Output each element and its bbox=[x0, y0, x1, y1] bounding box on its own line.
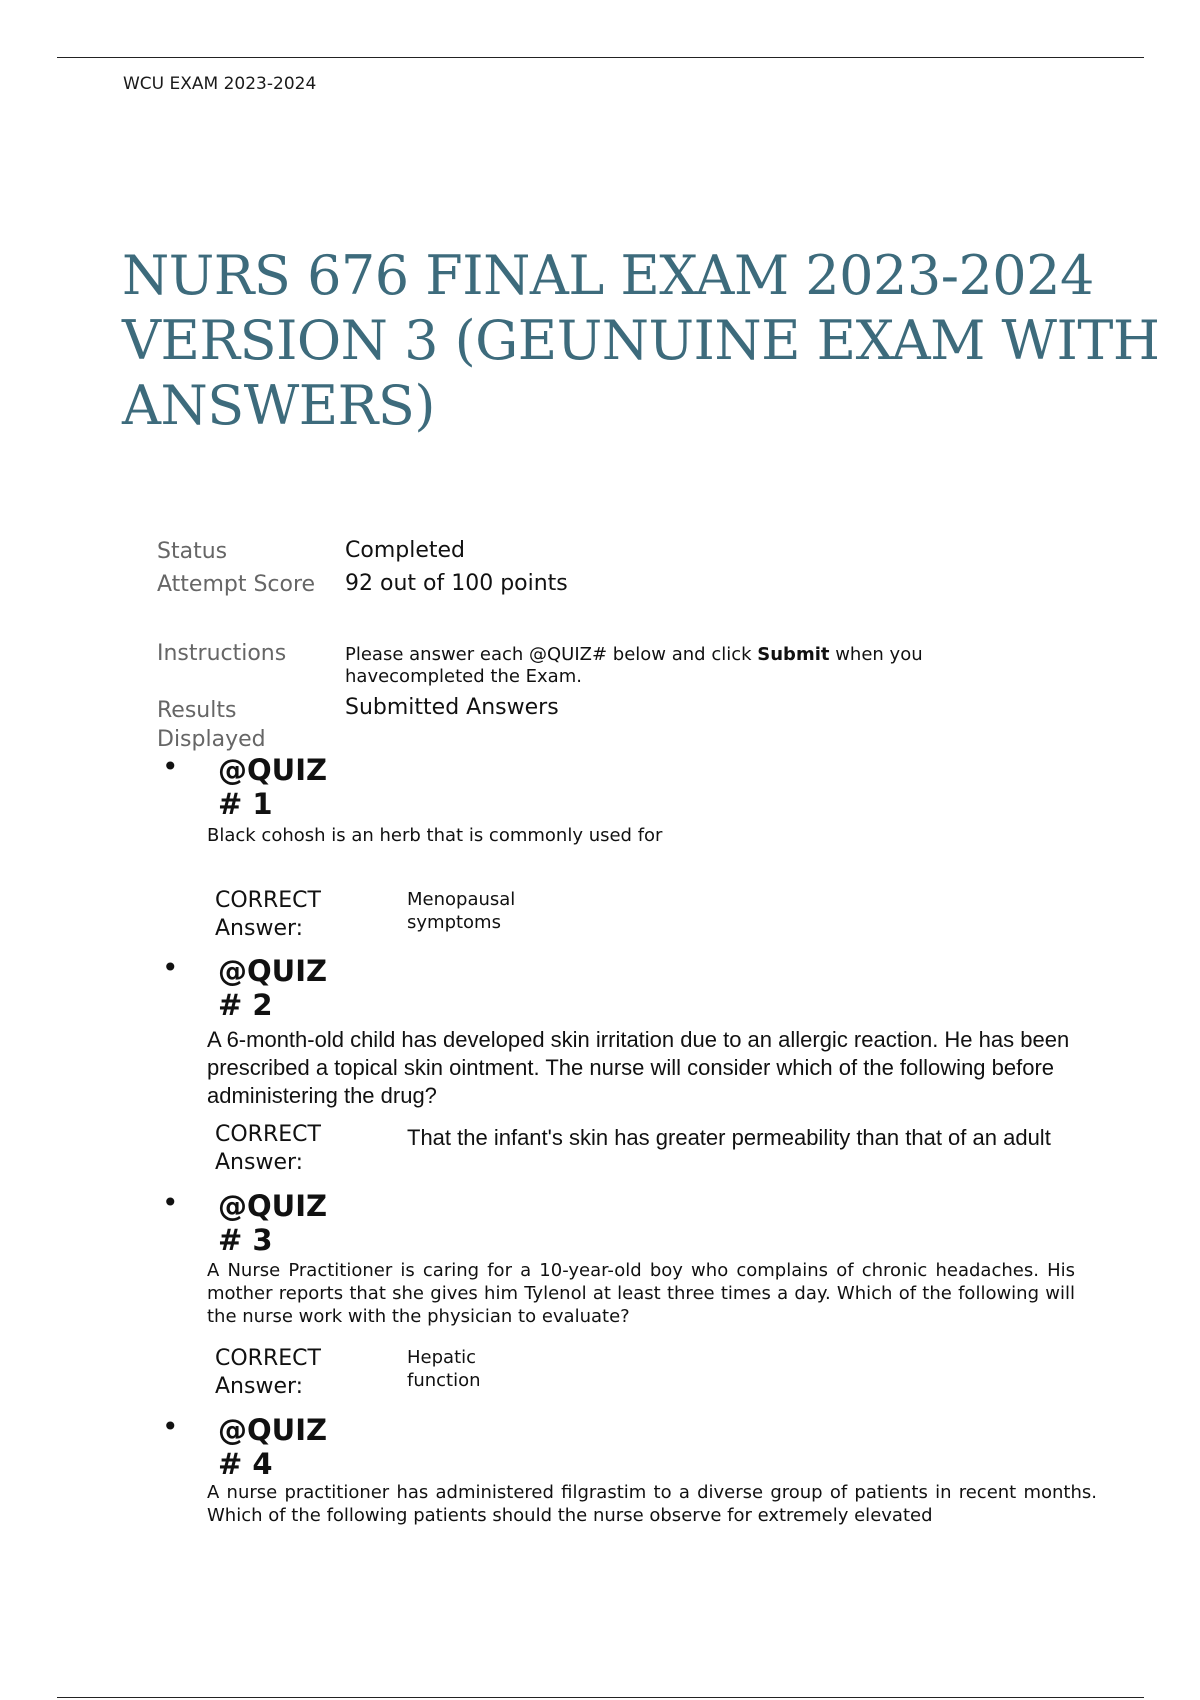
results-displayed-value: Submitted Answers bbox=[345, 695, 559, 720]
question-heading-line: @QUIZ bbox=[218, 954, 328, 988]
question-heading-line: @QUIZ bbox=[218, 1189, 328, 1223]
question-4-text: A nurse practitioner has administered filgrastim to a diverse group of patients in recent months. Which of the following patients should the nurse observe for extremely elevated bbox=[207, 1482, 1097, 1526]
question-2-answer: That the infant's skin has greater permeability than that of an adult bbox=[407, 1125, 1051, 1150]
top-rule bbox=[57, 57, 1144, 58]
question-2-heading bbox=[218, 954, 327, 1022]
correct-answer-label: CORRECT Answer: bbox=[215, 888, 321, 941]
question-heading-number: # 3 bbox=[218, 1223, 273, 1257]
instructions-text bbox=[345, 644, 1005, 688]
attempt-score-value: 92 out of 100 points bbox=[345, 571, 568, 596]
bullet-icon: • bbox=[162, 1186, 179, 1219]
results-displayed-label: Results Displayed bbox=[157, 698, 266, 752]
correct-answer-label: CORRECT Answer: bbox=[215, 1346, 321, 1399]
document-title: NURS 676 FINAL EXAM 2023-2024 VERSION 3 (GEUNUINE EXAM WITH ANSWERS) bbox=[122, 244, 1160, 437]
question-4-heading bbox=[218, 1413, 327, 1481]
question-3-text: A Nurse Practitioner is caring for a 10-year-old boy who complains of chronic headaches. His mother reports that she gives him Tylenol at least three times a day. Which of the following will the nurse work with the physician to evaluate? bbox=[207, 1260, 1075, 1327]
attempt-score-label: Attempt Score bbox=[157, 572, 316, 597]
status-value: Completed bbox=[345, 538, 465, 563]
bottom-rule bbox=[57, 1697, 1144, 1698]
question-heading-number: # 1 bbox=[218, 787, 273, 821]
question-heading-number: # 2 bbox=[218, 988, 273, 1022]
question-heading-number: # 4 bbox=[218, 1447, 273, 1481]
question-3-answer: Hepatic function bbox=[407, 1347, 481, 1391]
bullet-icon: • bbox=[162, 750, 179, 783]
instructions-text-pre: Please answer each @QUIZ# below and click bbox=[345, 644, 758, 665]
bullet-icon: • bbox=[162, 951, 179, 984]
submit-keyword: Submit bbox=[757, 644, 830, 665]
question-1-answer: Menopausal symptoms bbox=[407, 889, 516, 933]
correct-answer-label: CORRECT Answer: bbox=[215, 1122, 321, 1175]
page-header: WCU EXAM 2023-2024 bbox=[123, 74, 317, 94]
question-heading-line: @QUIZ bbox=[218, 753, 328, 787]
question-2-text: A 6-month-old child has developed skin irritation due to an allergic reaction. He has been prescribed a topical skin ointment. The nurse will consider which of the following before administering the drug? bbox=[207, 1027, 1070, 1108]
instructions-text-post: when you havecompleted the Exam. bbox=[345, 644, 923, 687]
question-3-heading bbox=[218, 1189, 327, 1257]
status-label: Status bbox=[157, 539, 228, 564]
question-heading-line: @QUIZ bbox=[218, 1413, 328, 1447]
instructions-label: Instructions bbox=[157, 641, 287, 666]
question-1-text: Black cohosh is an herb that is commonly used for bbox=[207, 825, 663, 846]
question-1-heading bbox=[218, 753, 327, 821]
bullet-icon: • bbox=[162, 1410, 179, 1443]
